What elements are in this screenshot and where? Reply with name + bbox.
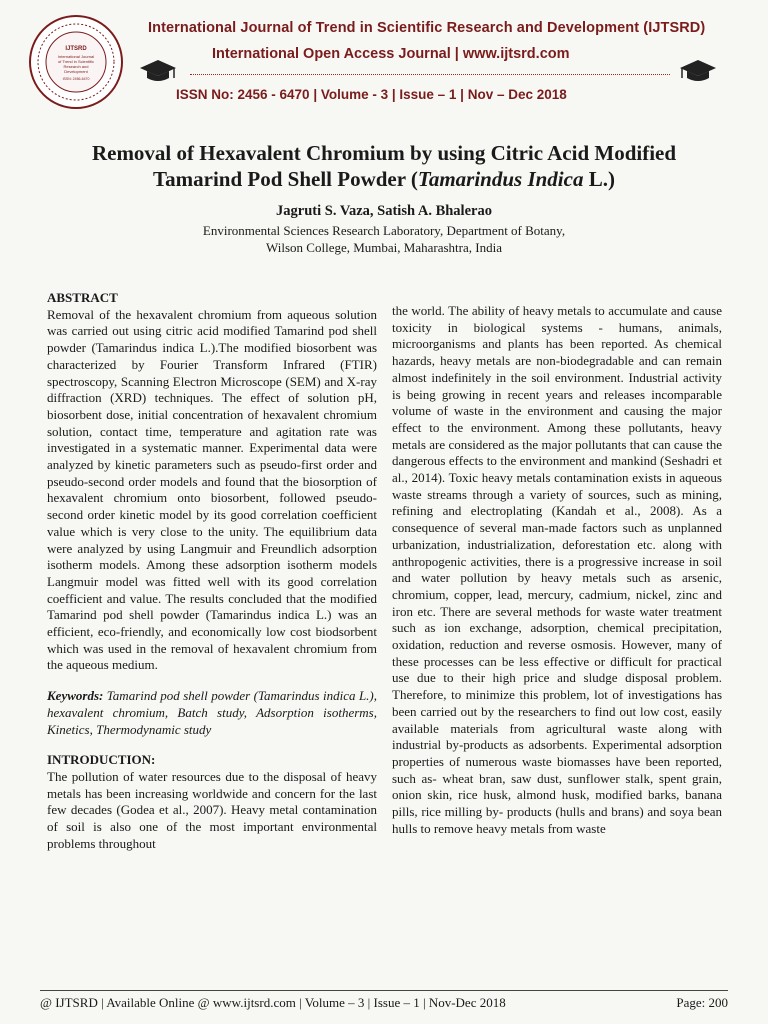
svg-text:Research and: Research and: [63, 64, 89, 69]
introduction-heading: INTRODUCTION:: [47, 752, 156, 768]
abstract-text: Removal of the hexavalent chromium from aqueous solution was carried out using citric acid modified Tamarind pod shell powder (Tamarindus indica L.).The modified biosorbent was characterized by Fourier Transform Infrared (FTIR) spectroscopy, Scanning Electron Microscope (SEM) and X-ray diffraction (XRD) techniques. The effect of solution pH, biosorbent dose, initial concentration of hexavalent chromium solution, contact time, temperature and agitation rate was investigated in a systematic manner. Experimental data were analyzed by kinetic parameters such as pseudo-first order and pseudo-second order models and found that the biosorption of hexavalent chromium onto biosorbent, followed pseudo-second order kinetic model by its good correlation coefficient value which is very close to the unity. The equilibrium data were analyzed by using Langmuir and Freundlich adsorption isotherm models. Among these adsorption isotherm models Langmuir model was fitted well with its good correlation coefficient and value. The results concluded that the modified Tamarind pod shell powder (Tamarindus indica L.) was an efficient, eco-friendly, and economically low cost biodsorbent which was used in the removal of hexavalent chromium from the aqueous medium.: [47, 306, 377, 673]
introduction-continued-text: the world. The ability of heavy metals to accumulate and cause toxicity in biological systems - humans, animals, microorganisms and plants has been reported. As chemical hazards, heavy metals are non-biodegradable and can remain almost indefinitely in the soil environment. Industrial activity is being growing in recent years and releases incomparable volume of waste in the environment and causing the major effect to the environment. Among these pollutants, heavy metals are considered as the major pollutants that can cause the dangerous effects to the environment and mankind (Seshadri et al., 2014). Toxic heavy metals contamination exists in aqueous waste streams through a variety of sources, such as mining, refining and electroplating (Kandah et al., 2008). As a consequence of several man-made factors such as unplanned urbanization, industrialization, deforestation etc. along with anthropogenic activities, there is a progressive increase in soil and water pollution by heavy metals such as arsenic, chromium, copper, lead, mercury, cadmium, nickel, zinc and iron etc. There are several methods for waste water treatment such as ion exchange, adsorption, chemical precipitation, oxidation, reduction and reverse osmosis. However, many of these processes can be less effective or difficult for practical use due to their high price and sludge disposal problem. Therefore, to minimize this problem, lot of investigations has been carried out by the researchers to find out low cost, easily available materials from agricultural waste along with industrial by-products as adsorbents. Experimental adsorption properties of numerous waste biomasses have been reported, such as- wheat bran, saw dust, sunflower stalk, spent grain, onion skin, rice husk, almond husk, modified barks, banana pills, rice milling by- products (hulls and brans) and soya bean hulls to remove heavy metals from waste: [392, 303, 722, 836]
footer-citation: @ IJTSRD | Available Online @ www.ijtsrd.com | Volume – 3 | Issue – 1 | Nov-Dec 2018: [40, 995, 506, 1010]
journal-title: International Journal of Trend in Scientific Research and Development (IJTSRD): [148, 20, 706, 36]
title-line-2-end: L.): [583, 167, 615, 191]
footer-divider: [40, 990, 728, 991]
keywords-label: Keywords:: [47, 688, 104, 704]
affiliation-line-2: Wilson College, Mumbai, Maharashtra, India: [266, 240, 502, 255]
affiliation: [40, 222, 728, 256]
svg-text:Development: Development: [64, 69, 88, 74]
journal-header: [0, 0, 768, 118]
title-line-1: Removal of Hexavalent Chromium by using Citric Acid Modified: [91, 141, 677, 165]
issn-line: ISSN No: 2456 - 6470 | Volume - 3 | Issue – 1 | Nov – Dec 2018: [176, 87, 567, 102]
journal-seal-logo: [28, 14, 124, 110]
journal-subtitle: International Open Access Journal | www.ijtsrd.com: [212, 46, 570, 62]
keywords: [47, 688, 377, 738]
graduation-cap-icon: [678, 56, 718, 86]
introduction-text: The pollution of water resources due to the disposal of heavy metals has been increasing worldwide and concern for the last few decades (Godea et al., 2007). Heavy metal contamination of soil is also one of the most important environmental problems throughout: [47, 768, 377, 851]
authors: Jagruti S. Vaza, Satish A. Bhalerao: [276, 203, 492, 219]
affiliation-line-1: Environmental Sciences Research Laboratory, Department of Botany,: [202, 223, 566, 238]
page-number: Page: 200: [676, 995, 728, 1010]
right-column: [392, 303, 722, 838]
paper-title: [40, 140, 728, 192]
svg-text:ISSN: 2456-6470: ISSN: 2456-6470: [62, 77, 90, 81]
title-line-2-start: Tamarind Pod Shell Powder (: [153, 167, 418, 191]
abstract-heading: ABSTRACT: [47, 290, 118, 305]
keywords-text: Tamarind pod shell powder (Tamarindus indica L.), hexavalent chromium, Batch study, Adsorption isotherms, Kinetics, Thermodynamic study: [47, 688, 377, 737]
left-column: [47, 290, 377, 853]
svg-text:International Journal: International Journal: [57, 54, 95, 59]
svg-text:of Trend in Scientific: of Trend in Scientific: [57, 59, 95, 64]
header-divider: [190, 74, 670, 75]
svg-text:IJTSRD: IJTSRD: [65, 46, 87, 52]
title-species-name: Tamarindus Indica: [417, 167, 584, 191]
graduation-cap-icon: [138, 56, 178, 86]
